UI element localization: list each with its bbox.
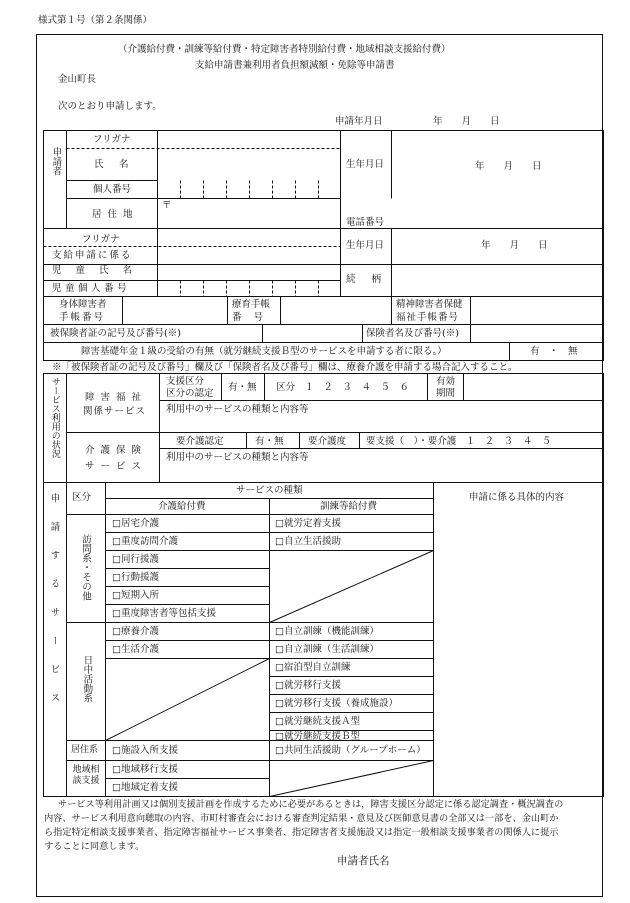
visit-care-item[interactable]: □重度訪問介護 xyxy=(112,536,178,547)
training-benefits-label: 訓練等給付費 xyxy=(320,501,378,512)
residential-group-label: 居住系 xyxy=(71,745,99,755)
child-name-label-line1: 支給申請に係る xyxy=(52,250,133,261)
care-level-label: 要介護度 xyxy=(308,436,347,447)
visit-training-item[interactable]: □自立生活援助 xyxy=(275,536,341,547)
child-birthdate-field[interactable]: 年 月 日 xyxy=(481,240,548,251)
care-insurance-label-line1: 介護保険 xyxy=(85,445,148,456)
support-class-label-line1: 支援区分 xyxy=(166,376,205,387)
child-relation-label: 続柄 xyxy=(346,274,398,285)
visit-care-item[interactable]: □行動援護 xyxy=(112,572,159,583)
applicant-phone-label: 電話番号 xyxy=(346,217,385,228)
rehab-handbook-label-line1: 療育手帳 xyxy=(232,299,271,310)
rehab-handbook-label-line2: 番号 xyxy=(232,312,276,323)
service-types-label: サービスの種類 xyxy=(236,485,303,496)
mental-handbook-label-line1: 精神障害者保健 xyxy=(396,299,463,310)
day-care-item[interactable]: □療養介護 xyxy=(112,626,159,637)
welfare-services-label-line1: 障害福祉 xyxy=(85,392,148,403)
pension-choice[interactable]: 有 ・ 無 xyxy=(530,346,578,357)
form-number: 様式第１号（第２条関係） xyxy=(38,15,153,26)
day-training-item[interactable]: □就労移行支援 xyxy=(275,680,341,691)
consent-line4: することに同意します。 xyxy=(44,841,145,852)
applicant-name-label: 氏 名 xyxy=(94,159,132,170)
support-class-yes-no[interactable]: 有・無 xyxy=(228,382,257,393)
specific-content-field[interactable] xyxy=(434,499,602,796)
child-name-label-line2: 児童氏名 xyxy=(52,265,147,276)
residential-care-item[interactable]: □施設入所支援 xyxy=(112,745,178,756)
specific-content-label: 申請に係る具体的内容 xyxy=(469,492,565,503)
day-training-item[interactable]: □自立訓練（機能訓練） xyxy=(275,626,379,637)
day-care-item[interactable]: □生活介護 xyxy=(112,644,159,655)
physical-handbook-label-line2: 手帳番号 xyxy=(59,312,106,323)
insured-number-field[interactable] xyxy=(263,325,362,342)
form-title-line2: 支給申請書兼利用者負担額減額・免除等申請書 xyxy=(195,60,395,71)
support-class-levels[interactable]: 区分 １ ２ ３ ４ ５ ６ xyxy=(276,382,410,393)
day-training-item[interactable]: □宿泊型自立訓練 xyxy=(275,662,351,673)
visit-group-label: 訪問系・その他 xyxy=(79,534,91,601)
visit-care-item[interactable]: □居宅介護 xyxy=(112,518,159,529)
day-training-item[interactable]: □自立訓練（生活訓練） xyxy=(275,644,379,655)
child-id-field[interactable] xyxy=(158,281,340,296)
care-detail-field[interactable] xyxy=(160,449,602,482)
support-class-label-line2: 区分の認定 xyxy=(166,388,214,399)
consent-line1: サービス等利用計画又は個別支援計画を作成するために必要があるときは，障害支援区分認定に係る認定調査・概況調査の xyxy=(58,799,564,810)
visit-care-item[interactable]: □同行援護 xyxy=(112,554,159,565)
applicant-name-field[interactable] xyxy=(158,149,340,180)
consent-line2: 内容、サービス利用意向聴取の内容、市町村審査会における審査判定結果・意見及び医師意見書の全部又は一部を、金山町か xyxy=(44,813,559,824)
form-title-line1: （介護給付費・訓練等給付費・特定障害者特別給付費・地域相談支援給付費） xyxy=(118,44,451,55)
visit-care-item[interactable]: □短期入所 xyxy=(112,590,159,601)
division-label: 区分 xyxy=(72,492,92,503)
day-training-item[interactable]: □就労移行支援（養成施設） xyxy=(275,698,398,709)
community-item[interactable]: □地域移行支援 xyxy=(112,764,178,775)
community-item[interactable]: □地域定着支援 xyxy=(112,782,178,793)
applicant-id-label: 個人番号 xyxy=(93,184,132,195)
physical-handbook-field[interactable] xyxy=(123,297,227,324)
care-benefits-label: 介護給付費 xyxy=(158,501,206,512)
application-date-field[interactable]: 年 月 日 xyxy=(433,116,500,127)
care-cert-yes-no[interactable]: 有・無 xyxy=(255,436,284,447)
applicant-furigana-label: フリガナ xyxy=(93,134,131,145)
applicant-group-label: 申請者 xyxy=(50,147,62,176)
welfare-services-label-line2: 関係サービス xyxy=(83,406,147,417)
physical-handbook-label-line1: 身体障害者 xyxy=(59,299,107,310)
addressee: 金山町長 xyxy=(58,74,97,85)
valid-period-label-line1: 有効 xyxy=(436,376,456,387)
child-id-label: 児童個人番号 xyxy=(52,283,131,294)
request-group-label: 申請するサービス xyxy=(48,493,60,721)
intro-text: 次のとおり申請します。 xyxy=(58,101,162,112)
applicant-birthdate-label: 生年月日 xyxy=(346,159,385,170)
applicant-birthdate-field[interactable]: 年 月 日 xyxy=(475,161,542,172)
visit-care-item[interactable]: □重度障害者等包括支援 xyxy=(112,608,216,619)
day-training-item[interactable]: □就労継続支援Ｂ型 xyxy=(275,731,360,742)
day-training-item[interactable]: □就労継続支援Ａ型 xyxy=(275,716,360,727)
insurer-label: 保険者名及び番号(※) xyxy=(366,328,459,339)
residential-training-item[interactable]: □共同生活援助（グループホーム） xyxy=(275,745,426,756)
signature-label: 申請者氏名 xyxy=(337,855,390,867)
consent-line3: ら指定特定相談支援事業者、指定障害福祉サービス事業者、指定障害者支援施設又は指定一般相談支援事業者の関係人に提示 xyxy=(44,827,559,838)
child-birthdate-label: 生年月日 xyxy=(346,240,385,251)
community-group-label: 地域相談支援 xyxy=(72,765,100,786)
welfare-detail-field[interactable] xyxy=(160,401,602,432)
insurer-field[interactable] xyxy=(471,325,602,342)
application-date-label: 申請年月日 xyxy=(335,116,383,127)
care-insurance-label-line2: サービス xyxy=(85,461,148,472)
insured-number-label: 被保険者証の記号及び番号(※) xyxy=(50,328,181,339)
welfare-detail-label: 利用中のサービスの種類と内容等 xyxy=(166,404,309,415)
pension-label: 障害基礎年金１級の受給の有無（就労継続支援Ｂ型のサービスを申請する者に限る。） xyxy=(81,346,447,357)
child-name-field[interactable] xyxy=(158,247,340,280)
applicant-id-field[interactable] xyxy=(158,181,340,198)
visit-training-item[interactable]: □就労定着支援 xyxy=(275,518,341,529)
postal-mark: 〒 xyxy=(162,200,172,211)
care-detail-label: 利用中のサービスの種類と内容等 xyxy=(166,452,309,463)
child-furigana-label: フリガナ xyxy=(82,234,120,245)
day-group-label: 日中活動系 xyxy=(81,655,93,703)
insurance-note: ※「被保険者証の記号及び番号」欄及び「保険者名及び番号」欄は、療養介護を申請する場合記入すること。 xyxy=(52,362,518,373)
mental-handbook-field[interactable] xyxy=(471,297,602,324)
valid-period-label-line2: 期間 xyxy=(436,388,456,399)
usage-group-label: サービス利用の状況 xyxy=(49,377,60,458)
signature-field[interactable] xyxy=(400,852,590,872)
child-furigana-field[interactable] xyxy=(158,229,340,246)
care-cert-label: 要介護認定 xyxy=(176,436,224,447)
applicant-furigana-field[interactable] xyxy=(158,131,340,148)
applicant-address-label: 居住地 xyxy=(92,209,139,220)
valid-period-field[interactable] xyxy=(464,374,602,400)
care-levels[interactable]: 要支援（ ）・要介護 １ ２ ３ ４ ５ xyxy=(366,436,552,447)
rehab-handbook-field[interactable] xyxy=(281,297,391,324)
child-relation-field[interactable] xyxy=(392,265,602,296)
mental-handbook-label-line2: 福祉手帳番号 xyxy=(396,312,460,323)
